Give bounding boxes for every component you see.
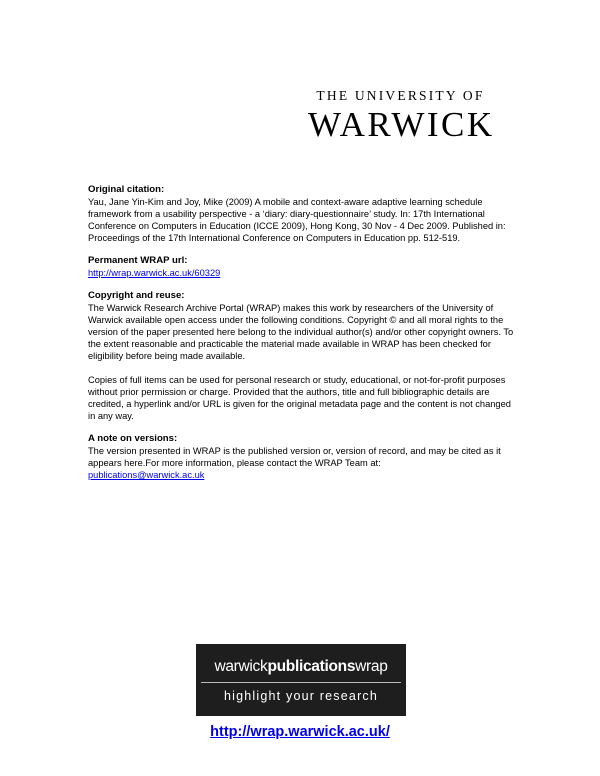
banner-subtitle: highlight your research [223, 689, 379, 703]
footer-url-link[interactable]: http://wrap.warwick.ac.uk/ [210, 724, 390, 740]
footer [0, 723, 600, 741]
copyright-section [88, 290, 518, 422]
versions-text: The version presented in WRAP is the published version or, version of record, and may be cited as it appears here.For more information, please contact the WRAP Team at: [88, 446, 501, 468]
copyright-heading: Copyright and reuse: [88, 290, 185, 301]
cover-content [88, 184, 518, 492]
logo-line-warwick: WARWICK [308, 105, 495, 144]
wrap-banner [196, 644, 406, 716]
email-link[interactable]: publications@warwick.ac.uk [88, 470, 205, 480]
logo-line-the-university-of: THE UNIVERSITY OF [316, 88, 485, 103]
copyright-paragraph-1: The Warwick Research Archive Portal (WRAP) makes this work by researchers of the University of Warwick available open access under the following conditions. Copyright © and all moral rights to the version of the paper presented here belong to the individual author(s) and/or other copyright owners. To the extent reasonable and practicable the material made available in WRAP has been checked for eligibility before being made available. [88, 303, 514, 361]
permanent-url-heading: Permanent WRAP url: [88, 255, 188, 266]
original-citation-section [88, 184, 518, 244]
university-logo [308, 88, 493, 144]
original-citation-heading: Original citation: [88, 184, 165, 195]
banner-title-warwick: warwick [214, 658, 268, 675]
versions-heading: A note on versions: [88, 433, 178, 444]
permanent-url-section [88, 255, 518, 279]
banner-title-wrap: wrap [355, 658, 388, 675]
banner-title-publications: publications [267, 658, 356, 675]
versions-section [88, 433, 518, 481]
banner-divider [201, 682, 401, 683]
original-citation-text: Yau, Jane Yin-Kim and Joy, Mike (2009) A mobile and context-aware adaptive learning schedule framework from a usability perspective - a ‘diary: diary-questionnaire’ study. In: 17th International Conference on Computers in Education (ICCE 2009), Hong Kong, 30 Nov - 4 Dec 2009. Published in: Proceedings of the 17th International Conference on Computers in Education pp. 512-519. [88, 197, 506, 243]
permanent-url-link[interactable]: http://wrap.warwick.ac.uk/60329 [88, 268, 221, 278]
banner-title [196, 658, 406, 676]
copyright-paragraph-2: Copies of full items can be used for personal research or study, educational, or not-for-profit purposes without prior permission or charge. Provided that the authors, title and full bibliographic details are credited, a hyperlink and/or URL is given for the original metadata page and the content is not changed in any way. [88, 375, 511, 421]
